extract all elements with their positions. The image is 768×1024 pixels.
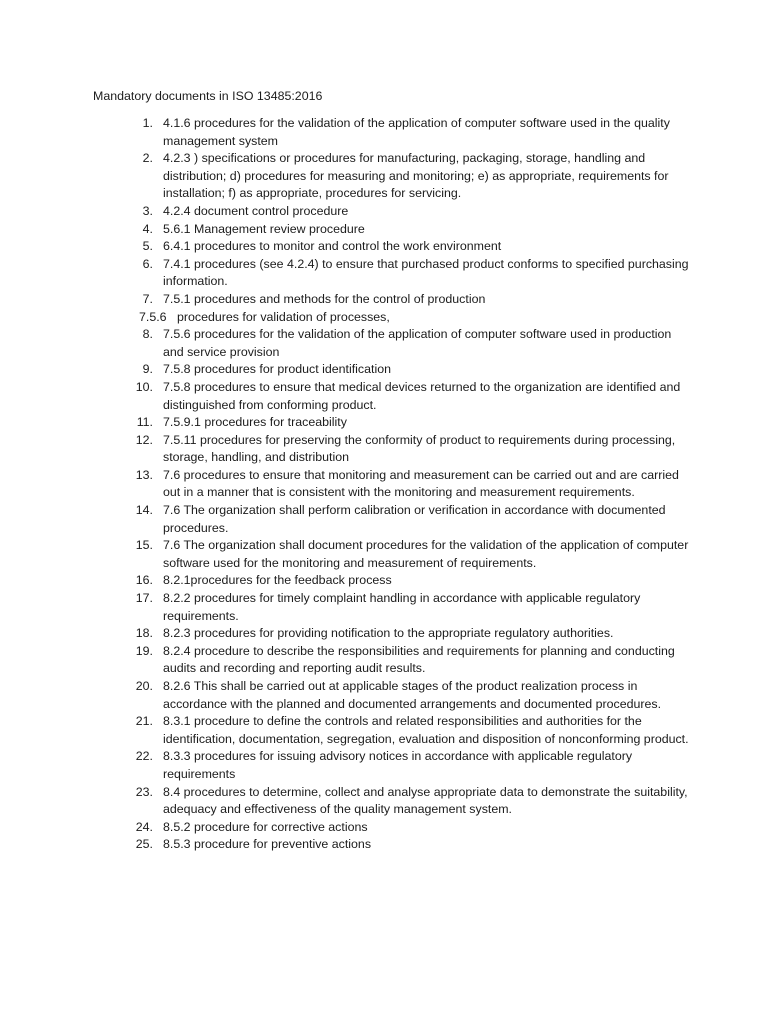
- item-text: 8.2.4 procedure to describe the responsibilities and requirements for planning and conducting audits and recording and reporting audit results.: [163, 643, 675, 676]
- item-number: 14.: [135, 503, 153, 518]
- list-item: [133, 625, 693, 643]
- item-text: 8.3.3 procedures for issuing advisory notices in accordance with applicable regulatory requirements: [163, 749, 633, 781]
- document-title: Mandatory documents in ISO 13485:2016: [93, 89, 323, 103]
- list-item: [133, 256, 693, 291]
- item-text: 8.2.2 procedures for timely complaint handling in accordance with applicable regulatory requirements.: [163, 591, 641, 623]
- list-item: [133, 713, 693, 748]
- item-number: 21.: [135, 714, 153, 729]
- list-item: [133, 748, 693, 783]
- item-number: 3.: [142, 203, 153, 218]
- item-number: 5.: [142, 239, 153, 254]
- item-number: 19.: [135, 643, 153, 658]
- item-text: 8.3.1 procedure to define the controls and related responsibilities and authorities for the identification, documentation, segregation, evaluation and disposition of nonconforming product.: [163, 714, 689, 746]
- list-item: [133, 379, 693, 414]
- item-text: 7.5.9.1 procedures for traceability: [163, 415, 347, 430]
- item-number: 24.: [135, 819, 153, 834]
- item-number: 11.: [136, 415, 153, 430]
- list-item: [133, 819, 693, 837]
- item-text: 7.6 The organization shall perform calibration or verification in accordance with documented procedures.: [163, 503, 666, 535]
- item-text: 7.5.1 procedures and methods for the control of production: [163, 291, 486, 306]
- item-number: 22.: [135, 749, 153, 764]
- item-text: 8.2.3 procedures for providing notification to the appropriate regulatory authorities.: [163, 626, 614, 641]
- item-number: 7.5.6: [139, 309, 167, 324]
- item-number: 8.: [142, 327, 153, 342]
- item-text: 7.6 procedures to ensure that monitoring and measurement can be carried out and are carried out in a manner that is consistent with the monitoring and measurement requirements.: [163, 467, 679, 500]
- item-number: 23.: [135, 784, 153, 799]
- item-text: 8.4 procedures to determine, collect and analyse appropriate data to demonstrate the suitability, adequacy and effectiveness of the quality management system.: [163, 784, 688, 817]
- item-text: 8.2.6 This shall be carried out at applicable stages of the product realization process in accordance with the planned and documented arrangements and documented procedures.: [163, 679, 662, 711]
- item-text: 7.5.11 procedures for preserving the conformity of product to requirements during processing, storage, handling, and distribution: [163, 432, 676, 465]
- procedures-list: [133, 115, 693, 854]
- item-text: 8.5.3 procedure for preventive actions: [163, 837, 372, 852]
- item-text: 8.5.2 procedure for corrective actions: [163, 819, 368, 834]
- list-item: [133, 361, 693, 379]
- list-item: [133, 203, 693, 221]
- item-number: 6.: [142, 256, 153, 271]
- list-item: [133, 238, 693, 256]
- list-item: [133, 115, 693, 150]
- item-number: 4.: [142, 221, 153, 236]
- item-number: 13.: [135, 467, 153, 482]
- item-number: 1.: [142, 116, 153, 130]
- item-number: 16.: [135, 573, 153, 588]
- list-item: [133, 678, 693, 713]
- item-text: 6.4.1 procedures to monitor and control the work environment: [163, 239, 502, 254]
- list-item: [133, 537, 693, 572]
- list-item: [133, 572, 693, 590]
- item-number: 9.: [142, 362, 153, 377]
- item-number: 15.: [135, 538, 153, 553]
- list-item: [133, 836, 693, 854]
- item-text: 4.2.3 ) specifications or procedures for manufacturing, packaging, storage, handling and distribution; d) procedures for measuring and monitoring; e) as appropriate, requirements for installation; f) as appropriate, procedures for servicing.: [163, 151, 669, 201]
- item-text: 7.4.1 procedures (see 4.2.4) to ensure that purchased product conforms to specified purchasing information.: [163, 256, 689, 289]
- item-number: 12.: [135, 432, 153, 447]
- list-item: [133, 414, 693, 432]
- list-item: [133, 643, 693, 678]
- list-item: [133, 221, 693, 239]
- list-item: [133, 784, 693, 819]
- list-item: [133, 467, 693, 502]
- item-number: 2.: [142, 151, 153, 166]
- item-number: 7.: [142, 291, 153, 306]
- item-text: 7.5.6 procedures for the validation of the application of computer software used in production and service provision: [163, 327, 672, 359]
- list-item: [133, 502, 693, 537]
- item-number: 25.: [135, 837, 153, 852]
- list-item: [133, 590, 693, 625]
- list-item: [133, 291, 693, 309]
- list-item: [133, 432, 693, 467]
- item-number: 20.: [135, 679, 153, 693]
- item-text: 4.2.4 document control procedure: [163, 203, 349, 218]
- item-number: 17.: [135, 591, 153, 606]
- list-item: [133, 150, 693, 203]
- item-text: 8.2.1procedures for the feedback process: [163, 573, 392, 588]
- unnumbered-item: [139, 309, 693, 327]
- list-item: [133, 326, 693, 361]
- item-text: 7.5.8 procedures to ensure that medical devices returned to the organization are identified and distinguished from conforming product.: [163, 379, 681, 412]
- item-number: 18.: [135, 626, 153, 641]
- item-text: 4.1.6 procedures for the validation of the application of computer software used in the quality management system: [163, 116, 670, 148]
- item-text: 7.5.8 procedures for product identification: [163, 362, 391, 377]
- item-text: 5.6.1 Management review procedure: [163, 221, 365, 236]
- item-text: 7.6 The organization shall document procedures for the validation of the application of computer software used for the monitoring and measurement of requirements.: [163, 538, 689, 570]
- item-text: procedures for validation of processes,: [177, 309, 390, 324]
- item-number: 10.: [135, 379, 153, 394]
